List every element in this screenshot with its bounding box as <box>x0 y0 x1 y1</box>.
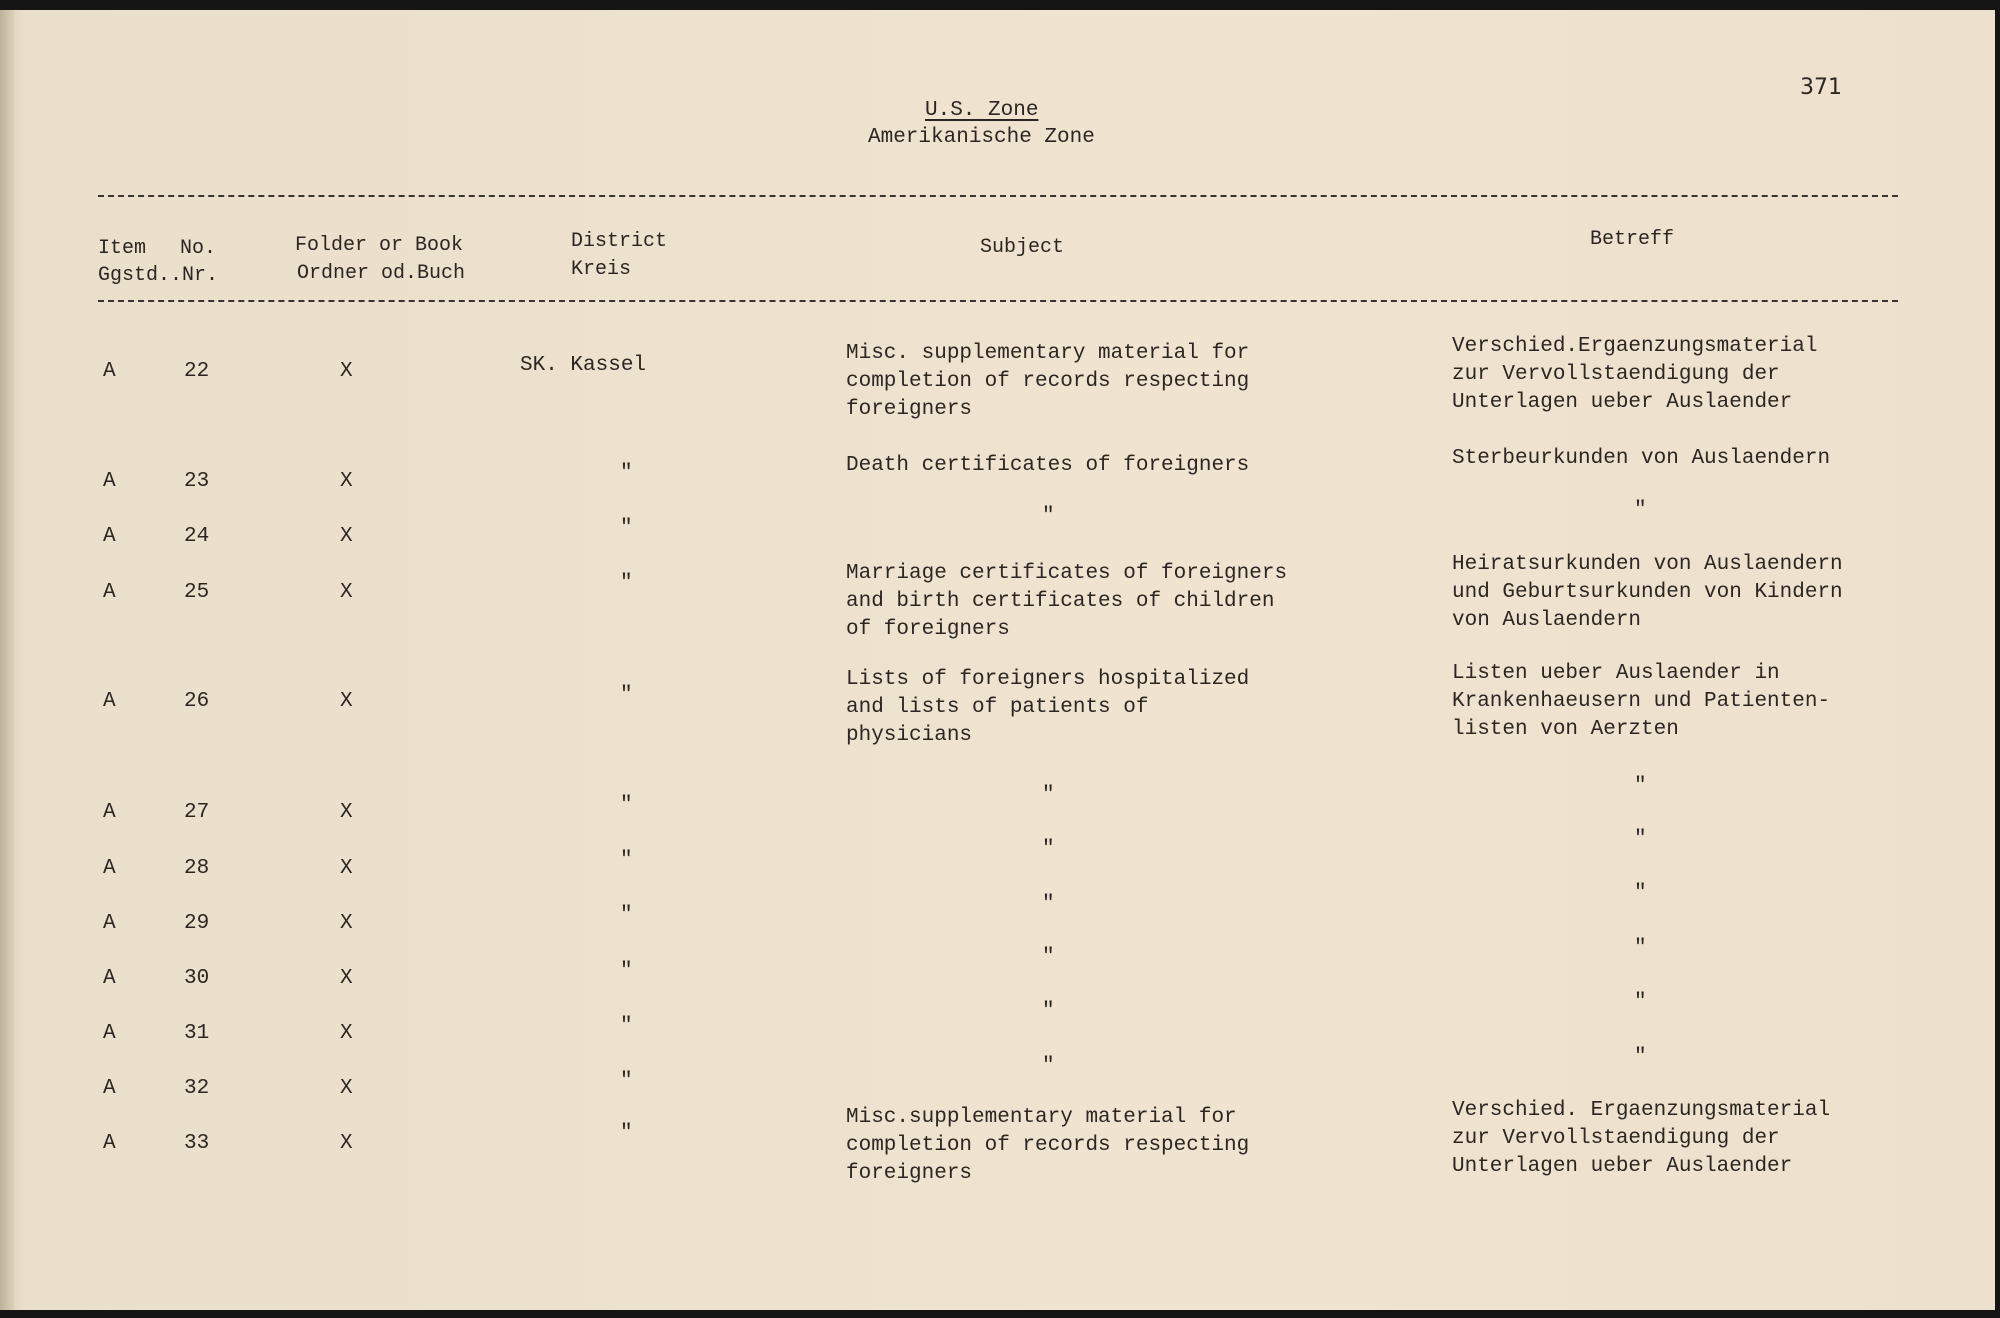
header-rule-top <box>98 195 1898 197</box>
district-cell: " <box>620 794 633 817</box>
col-header-folder-de: Ordner od.Buch <box>297 262 466 285</box>
item-code: A <box>103 967 116 990</box>
district-cell: " <box>620 960 633 983</box>
district-cell: " <box>620 462 633 485</box>
item-number: 23 <box>184 470 210 493</box>
subject-cell: " <box>1042 505 1055 528</box>
district-cell: " <box>620 517 633 540</box>
betreff-cell: " <box>1634 499 1647 522</box>
folder-mark: X <box>340 1022 353 1045</box>
district-cell: " <box>620 849 633 872</box>
item-code: A <box>103 1132 116 1155</box>
betreff-cell: Heiratsurkunden von Auslaendern und Geburtsurkunden von Kindern von Auslaendern <box>1452 553 1843 632</box>
folder-mark: X <box>340 967 353 990</box>
col-header-betreff: Betreff <box>1590 228 1675 251</box>
betreff-cell: Sterbeurkunden von Auslaendern <box>1452 447 1831 470</box>
subject-cell: " <box>1042 946 1055 969</box>
betreff-cell: Verschied.Ergaenzungsmaterial zur Vervollstaendigung der Unterlagen ueber Auslaender <box>1452 335 1818 414</box>
item-code: A <box>103 581 116 604</box>
folder-mark: X <box>340 690 353 713</box>
betreff-cell: " <box>1634 1046 1647 1069</box>
subject-cell: " <box>1042 1055 1055 1078</box>
item-code: A <box>103 801 116 824</box>
folder-mark: X <box>340 360 353 383</box>
subject-cell: Misc.supplementary material for completion of records respecting foreigners <box>846 1106 1250 1185</box>
item-number: 33 <box>184 1132 210 1155</box>
district-cell: " <box>620 1015 633 1038</box>
item-number: 25 <box>184 581 210 604</box>
header-rule-bottom <box>98 300 1898 302</box>
folder-mark: X <box>340 525 353 548</box>
district-cell: " <box>620 904 633 927</box>
district-cell: " <box>620 572 633 595</box>
page-number: 371 <box>1800 75 1842 100</box>
binding-edge <box>0 10 14 1310</box>
subject-cell: Misc. supplementary material for completion of records respecting foreigners <box>846 342 1250 421</box>
col-header-item-de: Ggstd. <box>98 264 171 287</box>
page-subtitle: Amerikanische Zone <box>868 126 1095 149</box>
item-code: A <box>103 360 116 383</box>
item-number: 26 <box>184 690 210 713</box>
item-code: A <box>103 1077 116 1100</box>
col-header-subject: Subject <box>980 236 1065 259</box>
subject-cell: " <box>1042 784 1055 807</box>
col-header-item-en: Item <box>98 237 147 260</box>
betreff-cell: " <box>1634 937 1647 960</box>
subject-cell: " <box>1042 893 1055 916</box>
folder-mark: X <box>340 1132 353 1155</box>
betreff-cell: " <box>1634 882 1647 905</box>
betreff-cell: " <box>1634 828 1647 851</box>
col-header-district-de: Kreis <box>571 258 632 281</box>
subject-cell: " <box>1042 838 1055 861</box>
item-number: 24 <box>184 525 210 548</box>
folder-mark: X <box>340 470 353 493</box>
col-header-number-de: .Nr. <box>170 264 219 287</box>
subject-cell: Lists of foreigners hospitalized and lists of patients of physicians <box>846 668 1250 747</box>
subject-cell: Death certificates of foreigners <box>846 454 1250 477</box>
item-code: A <box>103 857 116 880</box>
item-code: A <box>103 1022 116 1045</box>
betreff-cell: Listen ueber Auslaender in Krankenhaeusern und Patienten- listen von Aerzten <box>1452 662 1831 741</box>
district-cell: SK. Kassel <box>520 354 647 377</box>
district-cell: " <box>620 1122 633 1145</box>
folder-mark: X <box>340 857 353 880</box>
betreff-cell: " <box>1634 775 1647 798</box>
item-number: 28 <box>184 857 210 880</box>
col-header-district-en: District <box>571 230 668 253</box>
col-header-folder-en: Folder or Book <box>295 234 464 257</box>
item-number: 27 <box>184 801 210 824</box>
folder-mark: X <box>340 581 353 604</box>
folder-mark: X <box>340 1077 353 1100</box>
district-cell: " <box>620 684 633 707</box>
item-number: 31 <box>184 1022 210 1045</box>
folder-mark: X <box>340 912 353 935</box>
item-code: A <box>103 525 116 548</box>
betreff-cell: Verschied. Ergaenzungsmaterial zur Vervollstaendigung der Unterlagen ueber Auslaender <box>1452 1099 1831 1178</box>
col-header-number-en: No. <box>180 237 217 260</box>
district-cell: " <box>620 1070 633 1093</box>
item-number: 22 <box>184 360 210 383</box>
subject-cell: Marriage certificates of foreigners and birth certificates of children of foreigners <box>846 562 1288 641</box>
item-code: A <box>103 690 116 713</box>
betreff-cell: " <box>1634 991 1647 1014</box>
item-number: 32 <box>184 1077 210 1100</box>
item-code: A <box>103 912 116 935</box>
item-number: 30 <box>184 967 210 990</box>
subject-cell: " <box>1042 1000 1055 1023</box>
page-title: U.S. Zone <box>925 99 1039 122</box>
item-code: A <box>103 470 116 493</box>
item-number: 29 <box>184 912 210 935</box>
folder-mark: X <box>340 801 353 824</box>
